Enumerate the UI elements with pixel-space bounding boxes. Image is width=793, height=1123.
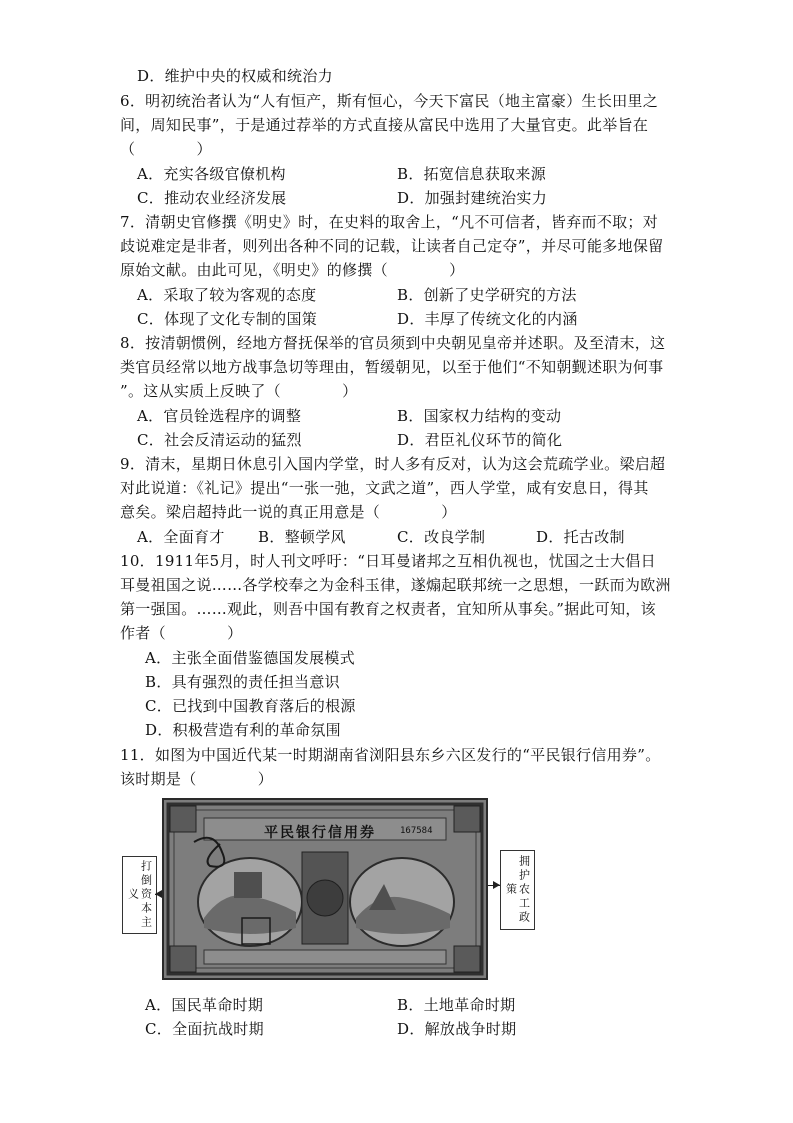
q8-option-d: D．君臣礼仪环节的简化 [397,431,563,449]
q10-option-c: C．已找到中国教育落后的根源 [145,697,356,715]
q8-option-a: A．官员铨选程序的调整 [137,407,302,425]
left-annotation-box: 打倒资本主义 [122,856,157,934]
right-arrow-head [493,881,500,889]
q7-stem-line3: 原始文献。由此可见，《明史》的修撰（ ） [120,261,465,279]
q9-stem-line3: 意矣。梁启超持此一说的真正用意是（ ） [120,503,457,521]
q10-stem-line2: 耳曼祖国之说……各学校奉之为金科玉律，遂煽起联邦统一之思想，一跃而为欧洲 [120,576,671,594]
q9-stem-line2: 对此说道：《礼记》提出“一张一弛，文武之道”，西人学堂，咸有安息日，得其 [120,479,649,497]
q6-stem-line2: 间，周知民事”，于是通过荐举的方式直接从富民中选用了大量官吏。此举旨在 [120,116,649,134]
q6-option-c: C．推动农业经济发展 [137,189,287,207]
q7-stem-line2: 歧说难定是非者，则列出各种不同的记载，让读者自己定夺”，并尽可能多地保留 [120,237,664,255]
q9-option-d: D．托古改制 [536,528,625,546]
q11-stem-line1: 11．如图为中国近代某一时期湖南省浏阳县东乡六区发行的“平民银行信用券”。 [120,746,661,764]
q11-option-c: C．全面抗战时期 [145,1020,264,1038]
q8-stem-line1: 8．按清朝惯例，经地方督抚保举的官员须到中央朝见皇帝并述职。及至清末，这 [120,334,666,352]
q8-option-b: B．国家权力结构的变动 [397,407,562,425]
q7-option-d: D．丰厚了传统文化的内涵 [397,310,578,328]
q10-stem-line1: 10．1911年5月，时人刊文呼吁：“日耳曼诸邦之互相仇视也，忧国之士大倡日 [120,552,656,570]
q8-stem-line2: 类官员经常以地方战事急切等理由，暂缓朝见，以至于他们“不知朝觐述职为何事 [120,358,664,376]
q10-option-a: A．主张全面借鉴德国发展模式 [145,649,356,667]
q11-stem-line2: 该时期是（ ） [120,770,274,788]
q6-stem-line3: （ ） [120,140,212,158]
q6-option-a: A．充实各级官僚机构 [137,165,286,183]
banknote-title: 平民银行信用券 [264,825,376,841]
q7-option-c: C．体现了文化专制的国策 [137,310,318,328]
right-annotation-box: 拥护农工政策 [500,850,535,930]
q8-stem-line3: ”。这从实质上反映了（ ） [120,382,358,400]
q9-option-b: B．整顿学风 [258,528,346,546]
q10-stem-line4: 作者（ ） [120,624,243,642]
q7-stem-line1: 7．清朝史官修撰《明史》时，在史料的取舍上，“凡不可信者，皆弃而不取；对 [120,213,659,231]
q8-option-c: C．社会反清运动的猛烈 [137,431,302,449]
q11-option-d: D．解放战争时期 [397,1020,517,1038]
q6-option-d: D．加强封建统治实力 [397,189,548,207]
q11-option-b: B．土地革命时期 [397,996,516,1014]
q9-option-c: C．改良学制 [397,528,486,546]
banknote-serial: 167584 [400,826,433,836]
left-arrow-head [155,890,162,898]
q5-option-d: D．维护中央的权威和统治力 [137,67,333,85]
q6-stem-line1: 6．明初统治者认为“人有恒产，斯有恒心，今天下富民（地主富豪）生长田里之 [120,92,659,110]
q11-option-a: A．国民革命时期 [145,996,264,1014]
q9-option-a: A．全面育才 [137,528,225,546]
q7-option-b: B．创新了史学研究的方法 [397,286,577,304]
q10-stem-line3: 第一强国。……观此，则吾中国有教育之权责者，宜知所从事矣。”据此可知，该 [120,600,656,618]
q6-option-b: B．拓宽信息获取来源 [397,165,547,183]
q7-option-a: A．采取了较为客观的态度 [137,286,317,304]
q9-stem-line1: 9．清末，星期日休息引入国内学堂，时人多有反对，认为这会荒疏学业。梁启超 [120,455,666,473]
q10-option-d: D．积极营造有利的革命氛围 [145,721,341,739]
banknote-image [162,798,488,980]
q10-option-b: B．具有强烈的责任担当意识 [145,673,340,691]
